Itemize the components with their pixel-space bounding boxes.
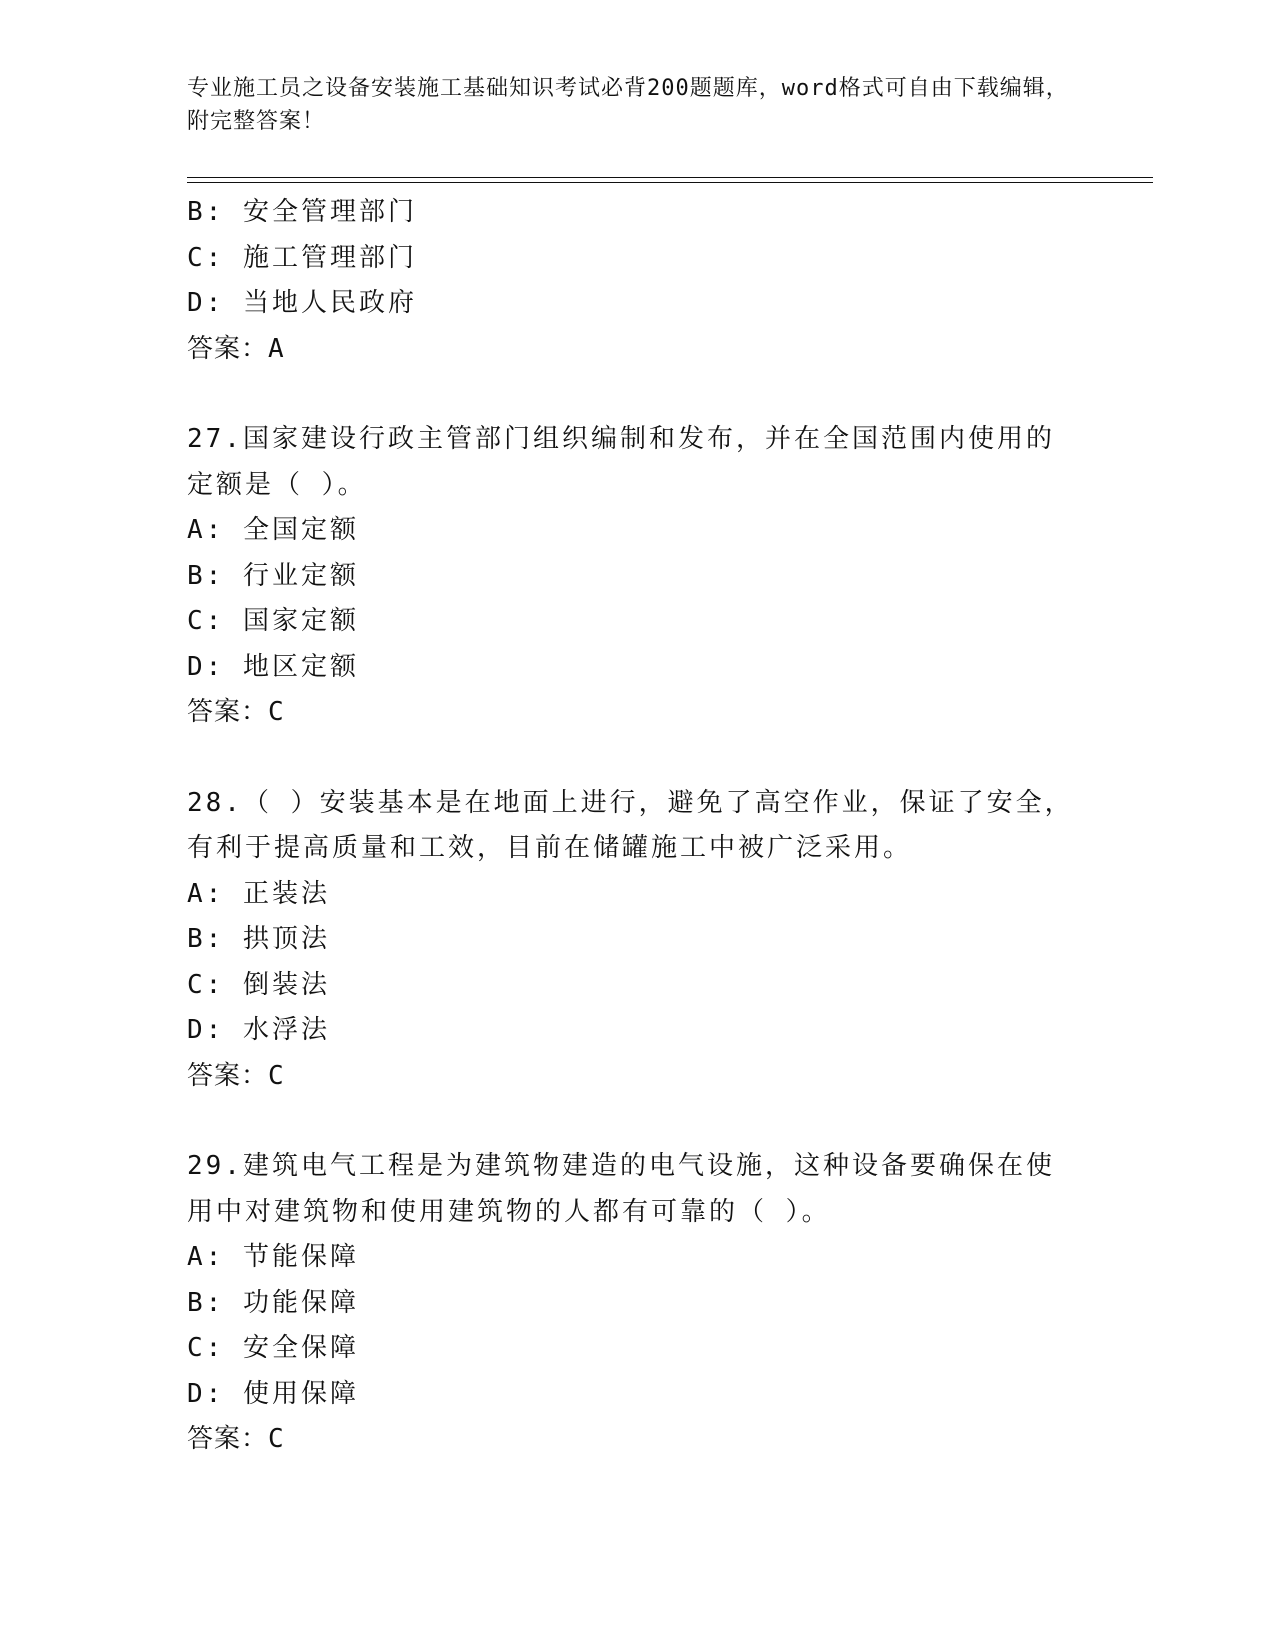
answer-label: 答案： [187,1424,269,1454]
question-gap [187,736,1087,781]
answer-line [187,690,1087,736]
option-b: B: 拱顶法 [187,924,330,954]
question-block-28 [187,781,1087,1100]
option-d: D: 使用保障 [187,1378,359,1409]
answer-line [187,1054,1087,1100]
question-stem: 29.建筑电气工程是为建筑物建造的电气设施，这种设备要确保在使用中对建筑物和使用建筑物的人都有可靠的（ ）。 [187,1151,1055,1227]
answer-label: 答案： [187,697,269,727]
question-stem: 28.（ ）安装基本是在地面上进行，避免了高空作业，保证了安全，有利于提高质量和工效，目前在储罐施工中被广泛采用。 [187,787,1074,863]
question-gap [187,1099,1087,1144]
answer-label: 答案： [187,333,269,364]
option-b: B: 功能保障 [187,1287,359,1318]
question-stem: 27.国家建设行政主管部门组织编制和发布，并在全国范围内使用的定额是（ ）。 [187,424,1055,500]
question-block-27 [187,417,1087,736]
option-a: A: 全国定额 [187,515,359,545]
question-list [187,190,1087,1463]
option-d: D: 地区定额 [187,651,359,682]
option-c: C: 安全保障 [187,1333,359,1363]
option-b: B: 安全管理部门 [187,197,417,227]
document-header: 专业施工员之设备安装施工基础知识考试必背200题题库，word格式可自由下载编辑，附完整答案！ [187,76,1069,134]
header-rule-top [187,177,1153,178]
answer-label: 答案： [187,1060,269,1091]
answer-value: C [268,1424,285,1454]
answer-value: C [268,697,285,727]
question-gap [187,372,1087,417]
question-block-29 [187,1144,1087,1463]
option-b: B: 行业定额 [187,560,359,591]
answer-value: C [268,1060,285,1091]
option-a: A: 节能保障 [187,1242,359,1272]
header-rule-bottom [187,182,1153,183]
answer-value: A [268,333,285,364]
answer-line [187,327,1087,373]
option-a: A: 正装法 [187,878,330,909]
option-c: C: 施工管理部门 [187,242,417,273]
answer-line [187,1417,1087,1463]
option-d: D: 当地人民政府 [187,288,417,318]
question-block-26-partial [187,190,1087,372]
option-c: C: 国家定额 [187,606,359,636]
option-c: C: 倒装法 [187,969,330,1000]
option-d: D: 水浮法 [187,1015,330,1045]
